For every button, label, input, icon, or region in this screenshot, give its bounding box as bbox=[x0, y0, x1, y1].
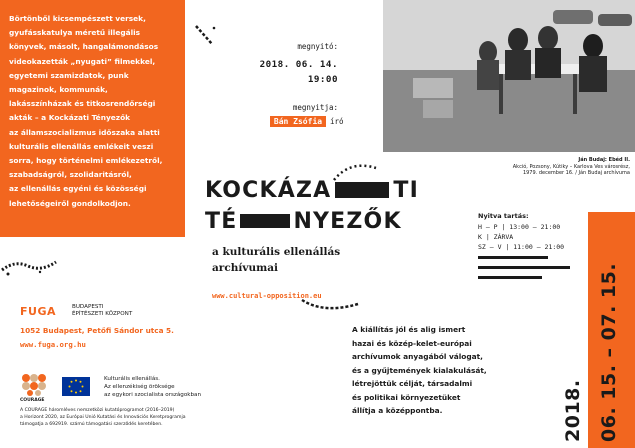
courage-label: COURAGE bbox=[20, 398, 45, 403]
brush-splash-left bbox=[0, 250, 60, 280]
intro-line: lehetőségeiről gondolkodjon. bbox=[9, 198, 131, 208]
intro-text bbox=[9, 12, 179, 211]
exhibit-url-link[interactable]: www.cultural-opposition.eu bbox=[212, 292, 322, 300]
description-line: és a gyűjtemények kialakulását, bbox=[352, 365, 487, 375]
description-line: létrejöttük célját, társadalmi bbox=[352, 379, 473, 388]
intro-line: egyetemi szamizdatok, punk bbox=[9, 70, 129, 80]
fuga-subtitle: ÉPÍTÉSZETI KÖZPONT bbox=[72, 311, 133, 317]
brush-splash-hours bbox=[478, 252, 578, 288]
hours-line: K | ZÁRVA bbox=[478, 233, 514, 241]
opening-date: 2018. 06. 14. bbox=[259, 59, 338, 70]
subtitle-line: archívumai bbox=[212, 262, 278, 274]
intro-line: akták – a Kockázati Tényezők bbox=[9, 113, 131, 123]
title-line-2 bbox=[205, 209, 402, 234]
venue-address: 1052 Budapest, Petőfi Sándor utca 5. bbox=[20, 326, 174, 335]
hours-line: H – P | 13:00 – 21:00 bbox=[478, 223, 561, 231]
title-part: TI bbox=[393, 178, 419, 203]
intro-line: lakásszínházak és titkosrendőrségi bbox=[9, 99, 156, 109]
footer-info-line: az egykori szocialista országokban bbox=[104, 392, 202, 398]
eu-flag-icon bbox=[62, 377, 90, 396]
exhibition-dates: 06. 15. – 07. 15. bbox=[598, 262, 620, 442]
opener-label: megnyitja: bbox=[292, 103, 338, 112]
hours-title: Nyitva tartás: bbox=[478, 212, 529, 220]
courage-logo-icon bbox=[20, 372, 48, 396]
intro-line: gyufásskatulya méretű illegális bbox=[9, 28, 141, 38]
redaction-bar bbox=[335, 182, 389, 198]
intro-line: sorra, hogy történelmi emlékezetről, bbox=[9, 156, 163, 166]
footer-funding-line: támogatja a 692919. számú támogatási szerződés keretében. bbox=[20, 422, 163, 427]
photo-caption-title: Ján Budaj: Ebéd II. bbox=[578, 157, 630, 163]
opener-role: író bbox=[330, 117, 344, 126]
intro-line: az államszocializmus időszaka alatti bbox=[9, 127, 160, 137]
fuga-logo: FUGA bbox=[20, 305, 56, 318]
footer-info-line: Az ellenzékiség öröksége bbox=[104, 384, 175, 390]
title-part: NYEZŐK bbox=[293, 209, 402, 234]
footer-funding-line: a Horizont 2020, az Európai Unió Kutatási és Innovációs Keretprogramja bbox=[20, 415, 186, 420]
photo-caption-line: 1979. december 16. / Ján Budaj archívuma bbox=[522, 170, 630, 176]
description-line: állítja a középpontba. bbox=[352, 406, 443, 415]
subtitle-line: a kulturális ellenállás bbox=[212, 246, 341, 258]
exhibition-year: 2018. bbox=[562, 379, 584, 442]
description-line: hazai és közép-kelet-európai bbox=[352, 338, 472, 348]
redaction-bar bbox=[240, 214, 290, 228]
fuga-subtitle: BUDAPESTI bbox=[72, 304, 104, 310]
description-line: A kiállítás jól és alig ismert bbox=[352, 325, 466, 334]
opening-label: megnyitó: bbox=[297, 42, 338, 51]
intro-line: Börtönből kicsempészett versek, bbox=[9, 14, 146, 23]
opening-time: 19:00 bbox=[307, 74, 338, 85]
title-part: KOCKÁZA bbox=[205, 178, 332, 203]
photo-caption-line: Akció, Pozsony, Kútiky – Karlova Ves városrész, bbox=[512, 164, 630, 170]
intro-line: kulturális ellenállás emlékeit veszi bbox=[9, 141, 154, 151]
title-part: TÉ bbox=[205, 209, 238, 234]
footer-info-line: Kulturális ellenállás. bbox=[104, 376, 160, 382]
venue-website-link[interactable]: www.fuga.org.hu bbox=[20, 340, 86, 349]
intro-line: az ellenállás egyéni és közösségi bbox=[9, 184, 147, 194]
hours-line: SZ – V | 11:00 – 21:00 bbox=[478, 243, 565, 251]
footer-funding-line: A COURAGE háromléves nemzetközi kutatóprogramot (2016–2019) bbox=[20, 408, 175, 413]
intro-line: magazinok, kommunák, bbox=[9, 85, 108, 95]
description-line: archívumok anyagából válogat, bbox=[352, 352, 483, 361]
description-line: és politikai környezetüket bbox=[352, 392, 461, 402]
intro-line: szabadságról, szolidaritásról, bbox=[9, 170, 132, 180]
description-text bbox=[352, 323, 522, 418]
archival-photo bbox=[383, 0, 635, 152]
intro-line: videokazetták „nyugati” filmekkel, bbox=[9, 56, 156, 66]
intro-line: könyvek, másolt, hangalámondásos bbox=[9, 42, 159, 52]
title-line-1 bbox=[205, 178, 419, 203]
opener-name: Bán Zsófia bbox=[270, 116, 326, 127]
photo-scene-icon bbox=[383, 0, 635, 152]
